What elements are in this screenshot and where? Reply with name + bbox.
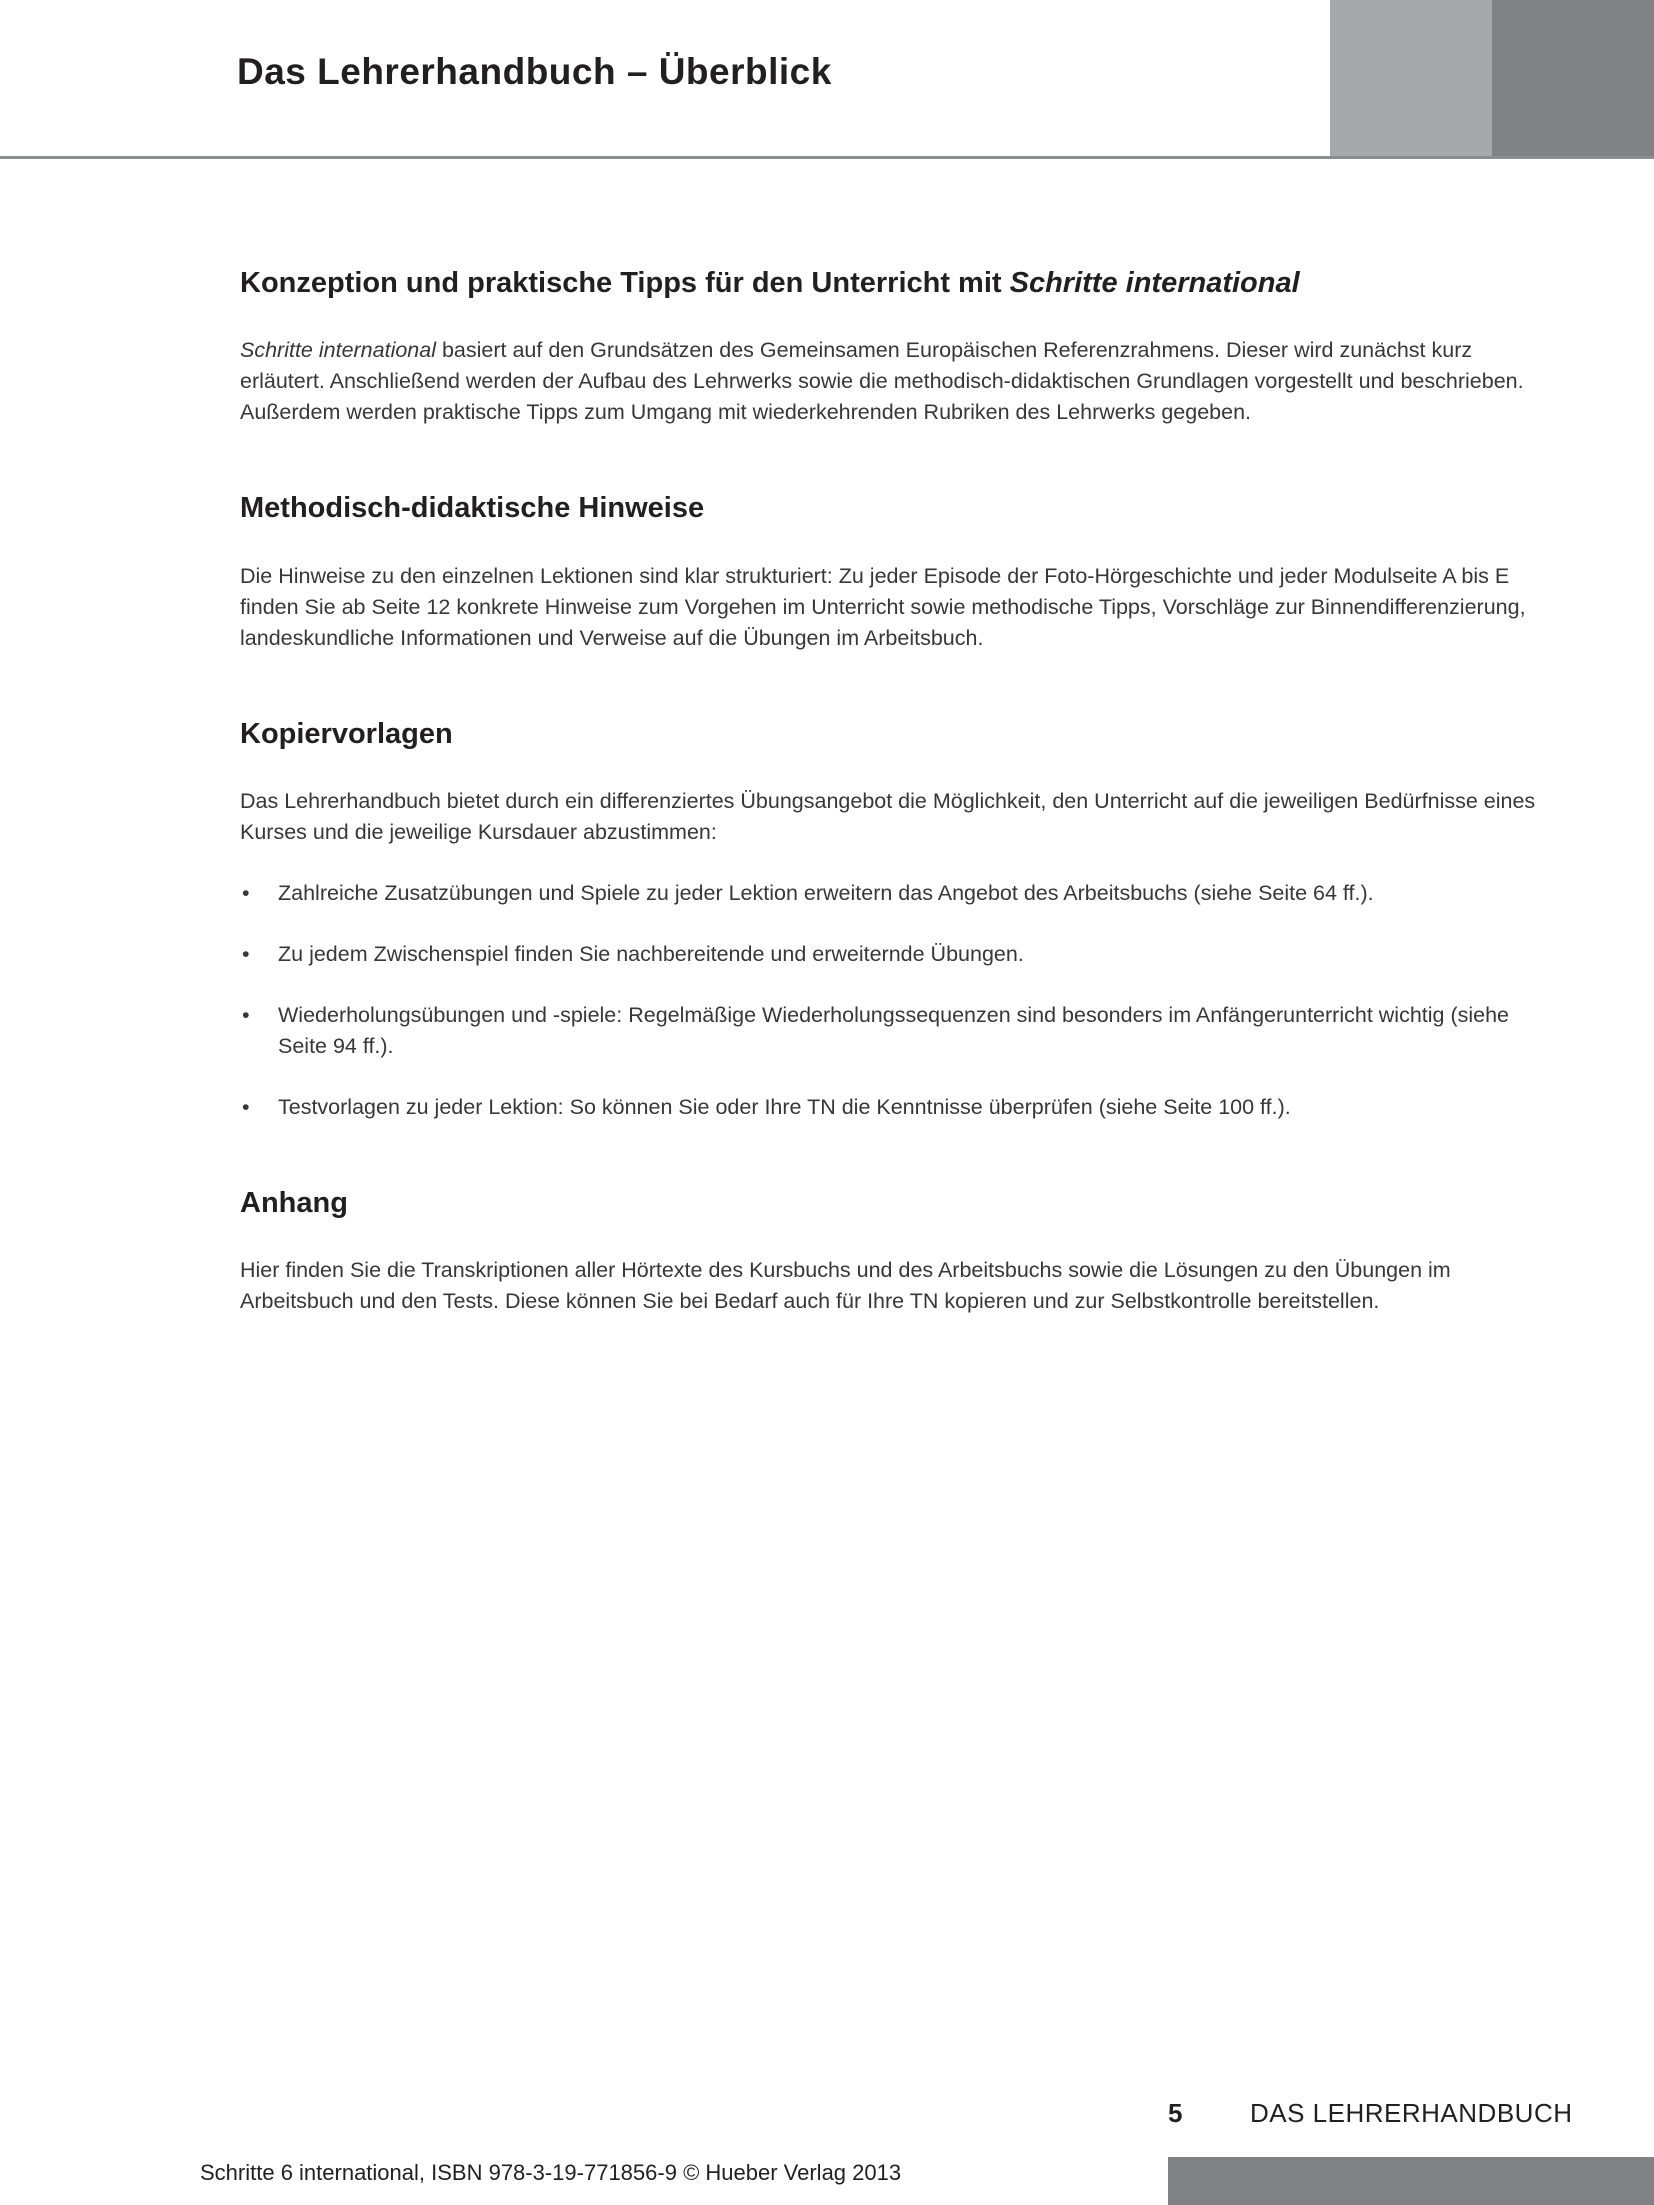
- bullet-list: [240, 878, 1545, 1123]
- header-divider: [0, 156, 1654, 159]
- footer-section-label: DAS LEHRERHANDBUCH: [1250, 2098, 1573, 2128]
- section-hinweise: [240, 490, 1545, 653]
- section-anhang: [240, 1185, 1545, 1317]
- bullet-icon: •: [242, 1094, 250, 1119]
- section-heading-text: Konzeption und praktische Tipps für den Unterricht mit: [240, 267, 1002, 299]
- footer-decoration-bar: [1168, 2157, 1654, 2205]
- page-title: Das Lehrerhandbuch – Überblick: [237, 51, 832, 92]
- header-decoration-light: [1330, 0, 1492, 157]
- section-paragraph: Die Hinweise zu den einzelnen Lektionen sind klar strukturiert: Zu jeder Episode der Foto-Hörgeschichte und jeder Modulseite A bis E finden Sie ab Seite 12 konkrete Hinweise zum Vorgehen im Unterricht sowie methodische Tipps, Vorschläge zur Binnendifferenzierung, landeskundliche Informationen und Verweise auf die Übungen im Arbeitsbuch.: [240, 563, 1526, 650]
- page-number: 5: [1168, 2098, 1183, 2128]
- list-item-text: Wiederholungsübungen und -spiele: Regelmäßige Wiederholungssequenzen sind besonders im Anfängerunterricht wichtig (siehe Seite 94 ff.).: [278, 1002, 1510, 1058]
- section-heading: Anhang: [240, 1186, 348, 1219]
- footer-copyright: Schritte 6 international, ISBN 978-3-19-771856-9 © Hueber Verlag 2013: [200, 2160, 902, 2185]
- list-item: [240, 1000, 1545, 1062]
- section-paragraph: Hier finden Sie die Transkriptionen aller Hörtexte des Kursbuchs und des Arbeitsbuchs sowie die Lösungen zu den Übungen im Arbeitsbuch und den Tests. Diese können Sie bei Bedarf auch für Ihre TN kopieren und zur Selbstkontrolle bereitstellen.: [240, 1258, 1451, 1313]
- paragraph-text: basiert auf den Grundsätzen des Gemeinsamen Europäischen Referenzrahmens. Dieser wird zunächst kurz erläutert. Anschließend werden der Aufbau des Lehrwerks sowie die methodisch-didaktischen Grundlagen vorgestellt und beschrieben. Außerdem werden praktische Tipps zum Umgang mit wiederkehrenden Rubriken des Lehrwerks gegeben.: [240, 338, 1524, 425]
- list-item: [240, 1092, 1545, 1123]
- section-heading: Kopiervorlagen: [240, 717, 453, 750]
- list-item: [240, 939, 1545, 970]
- main-content: [240, 265, 1545, 1379]
- section-konzeption: [240, 265, 1545, 428]
- bullet-icon: •: [242, 880, 250, 905]
- list-item-text: Zahlreiche Zusatzübungen und Spiele zu jeder Lektion erweitern das Angebot des Arbeitsbuchs (siehe Seite 64 ff.).: [278, 880, 1374, 905]
- list-item-text: Zu jedem Zwischenspiel finden Sie nachbereitende und erweiternde Übungen.: [278, 941, 1024, 966]
- paragraph-title-italic: Schritte international: [240, 338, 436, 363]
- bullet-icon: •: [242, 1002, 250, 1027]
- section-paragraph: [240, 335, 1545, 428]
- section-heading-title-italic: Schritte international: [1009, 267, 1300, 299]
- section-heading: Methodisch-didaktische Hinweise: [240, 492, 705, 525]
- section-kopiervorlagen: [240, 716, 1545, 1123]
- header-decoration-dark: [1492, 0, 1654, 157]
- section-paragraph: Das Lehrerhandbuch bietet durch ein differenziertes Übungsangebot die Möglichkeit, den Unterricht auf die jeweiligen Bedürfnisse eines Kurses und die jeweilige Kursdauer abzustimmen:: [240, 788, 1536, 844]
- bullet-icon: •: [242, 941, 250, 966]
- list-item: [240, 878, 1545, 909]
- section-heading: [240, 265, 1545, 301]
- list-item-text: Testvorlagen zu jeder Lektion: So können Sie oder Ihre TN die Kenntnisse überprüfen (siehe Seite 100 ff.).: [278, 1094, 1291, 1119]
